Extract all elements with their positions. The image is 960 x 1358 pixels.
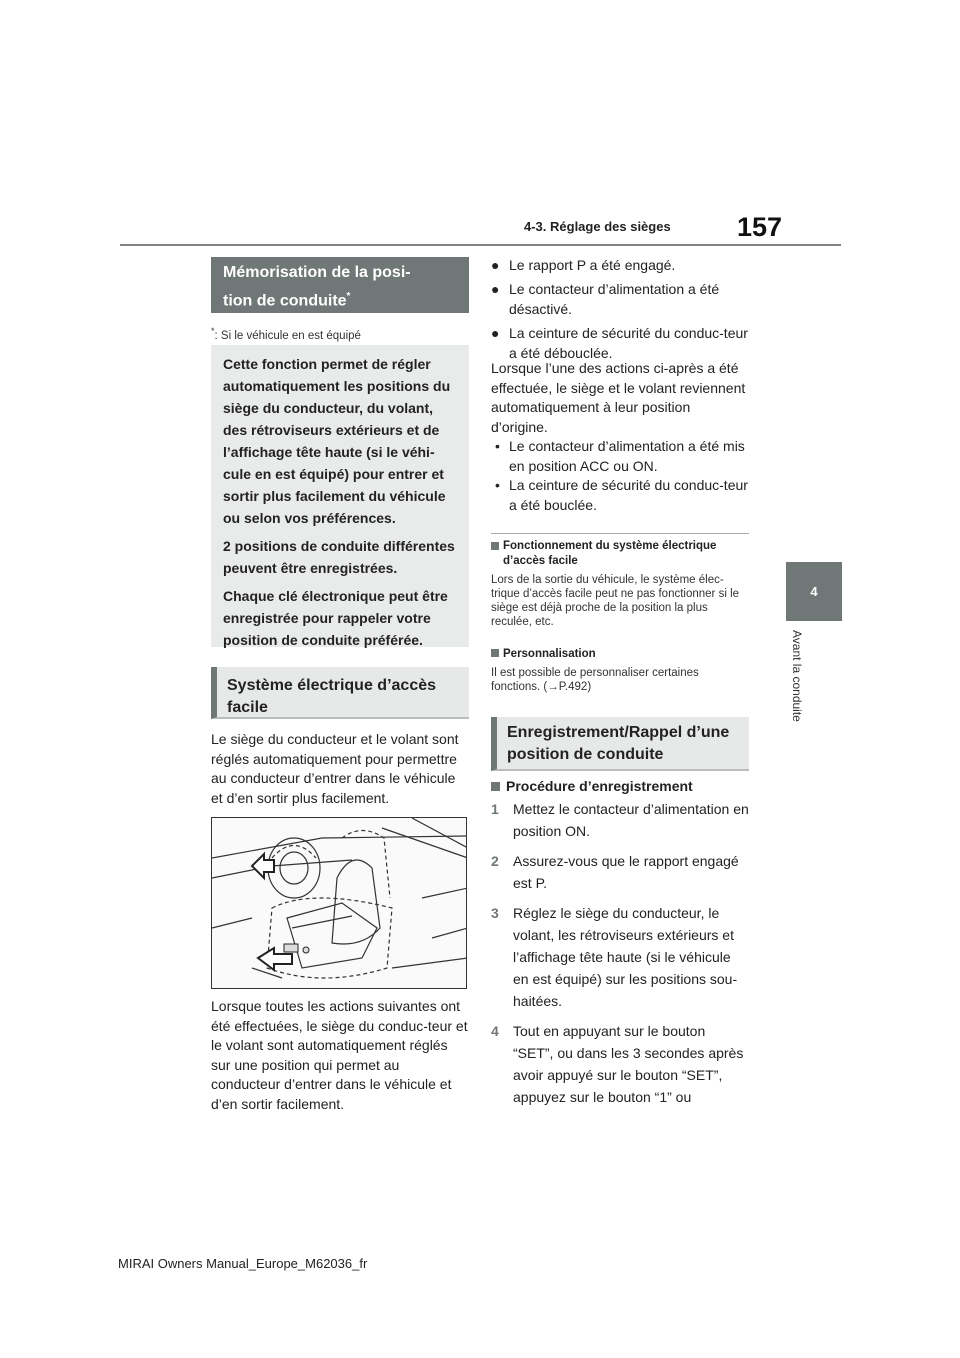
footer-doc-name: MIRAI Owners Manual_Europe_M62036_fr (118, 1256, 368, 1271)
chapter-label: Avant la conduite (790, 630, 804, 722)
perso-text: Il est possible de personnaliser certaines fonctions. (→P.492) (491, 667, 699, 693)
func-text: Lors de la sortie du véhicule, le système élec-trique d’accès facile peut ne pas fonctionner si le siège est déjà proche de la position la plus reculée, etc. (491, 574, 740, 628)
info-paragraph: 2 positions de conduite différentes peuvent être enregistrées. (223, 538, 455, 576)
info-paragraph: Chaque clé électronique peut être enregistrée pour rappeler votre position de conduite préférée. (223, 588, 448, 648)
info-paragraph: Cette fonction permet de régler automatiquement les positions du siège du conducteur, du volant, des rétroviseurs extérieurs et de l’affichage tête haute (si le véhi-cule en est équipé) pour entrer et sortir plus facilement du véhicule ou selon vos préférences. (223, 356, 451, 526)
memo-section-header: Mémorisation de la posi- tion de conduite* (211, 257, 469, 313)
procedure-title: Procédure d’enregistrement (491, 778, 749, 794)
seat-illustration-svg (212, 818, 467, 989)
step-item: 2 Assurez-vous que le rapport engagé est P. (491, 853, 739, 891)
list-item: ● Le contacteur d’alimentation a été désactivé. (491, 281, 720, 317)
condition-bullets (491, 255, 749, 367)
list-item: ● Le rapport P a été engagé. (491, 257, 676, 273)
easy-access-text: Le siège du conducteur et le volant sont réglés automatiquement pour permettre au conducteur d’entrer dans le véhicule et d’en sortir plus facilement. (211, 731, 459, 806)
chapter-number: 4 (810, 584, 818, 599)
list-item: • La ceinture de sécurité du conduc-teur a été bouclée. (495, 477, 748, 513)
step-item: 1 Mettez le contacteur d’alimentation en position ON. (491, 801, 749, 839)
step-item: 4 Tout en appuyant sur le bouton “SET”, ou dans les 3 secondes après avoir appuyé sur le bouton “SET”, appuyez sur le bouton “1” ou (491, 1023, 744, 1105)
list-item: ● La ceinture de sécurité du conduc-teur a été débouclée. (491, 325, 748, 361)
return-text: Lorsque l’une des actions ci-après a été effectuée, le siège et le volant reviennent automatiquement à leur position d’origine. (491, 360, 746, 435)
page-number: 157 (737, 212, 783, 242)
divider (491, 533, 749, 534)
seat-illustration (211, 817, 467, 989)
perso-title: Personnalisation (503, 648, 596, 660)
return-section (491, 359, 749, 515)
easy-access-header: Système électrique d’accès facile (211, 667, 469, 719)
register-header: Enregistrement/Rappel d’une position de conduite (491, 717, 749, 771)
procedure-steps (491, 798, 749, 1116)
chapter-tab[interactable] (786, 562, 842, 621)
conditions-text: Lorsque toutes les actions suivantes ont été effectuées, le siège du conduc-teur et le volant sont automatiquement réglés sur une position qui permet au conducteur d’entrer dans le véhicule et d’en sortir facilement. (211, 998, 468, 1112)
memo-info-box (211, 345, 469, 647)
func-title: Fonctionnement du système électrique d’accès facile (503, 540, 717, 567)
section-title: 4-3. Réglage des sièges (524, 219, 671, 234)
header-rule (120, 244, 841, 246)
perso-note (491, 647, 749, 694)
footnote: *: Si le véhicule en est équipé (211, 326, 361, 342)
step-item: 3 Réglez le siège du conducteur, le volant, les rétroviseurs extérieurs et l’affichage tête haute (si le véhicule en est équipé) sur les positions sou-haitées. (491, 905, 738, 1009)
list-item: • Le contacteur d’alimentation a été mis en position ACC ou ON. (495, 438, 745, 474)
func-note (491, 539, 749, 629)
